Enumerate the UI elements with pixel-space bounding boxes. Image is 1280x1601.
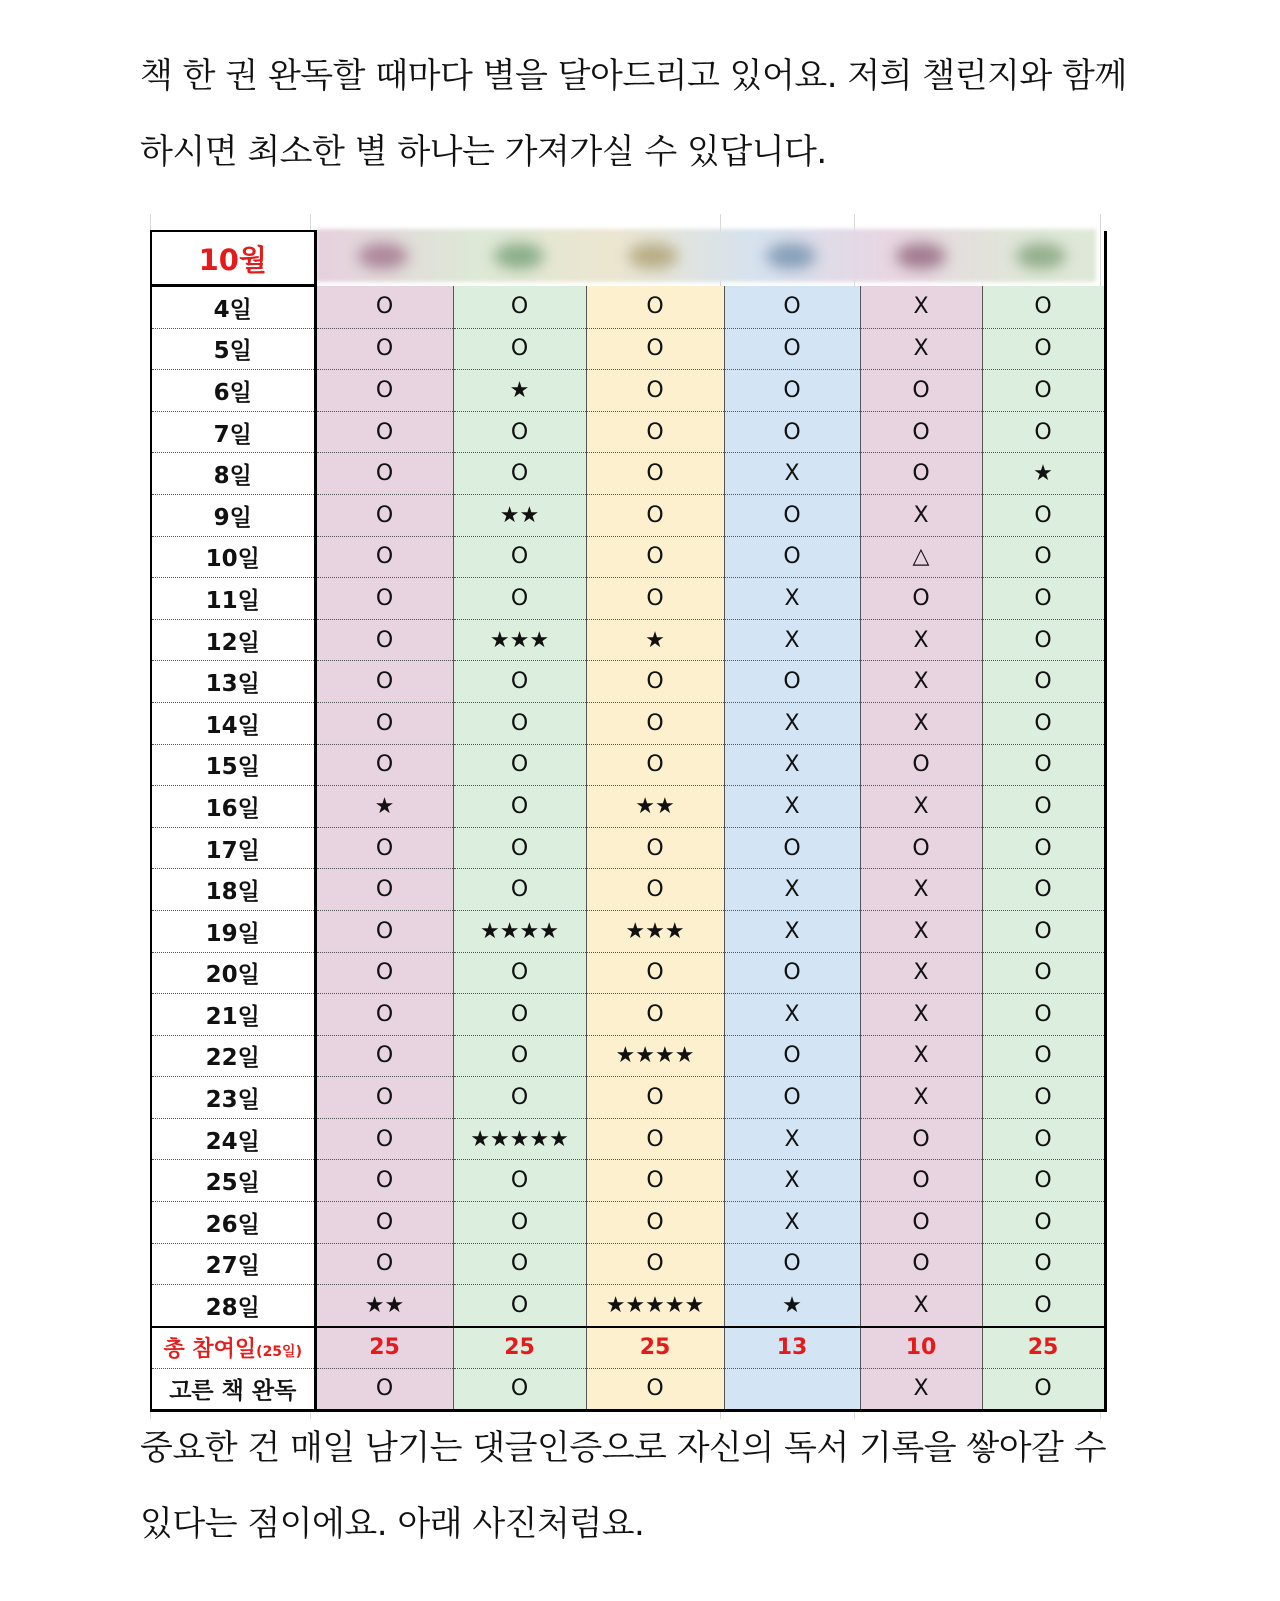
mark-cell: O <box>982 536 1105 578</box>
book-completed-mark: O <box>315 1368 453 1410</box>
mark-cell: O <box>315 1202 453 1244</box>
day-label: 9일 <box>151 494 315 536</box>
mark-cell: O <box>315 702 453 744</box>
mark-cell: O <box>860 411 982 453</box>
mark-cell: O <box>453 786 586 828</box>
day-row <box>151 370 1105 412</box>
mark-cell: O <box>860 1202 982 1244</box>
mark-cell: O <box>315 827 453 869</box>
mark-cell: ★★★ <box>586 910 724 952</box>
mark-cell: ★★★★★ <box>453 1118 586 1160</box>
mark-cell: ★★★★★ <box>586 1285 724 1327</box>
mark-cell: ★ <box>724 1285 860 1327</box>
day-label: 25일 <box>151 1160 315 1202</box>
mark-cell: O <box>860 578 982 620</box>
mark-cell: O <box>724 1077 860 1119</box>
mark-cell: O <box>586 1160 724 1202</box>
day-row <box>151 1285 1105 1327</box>
mark-cell: O <box>586 328 724 370</box>
day-label: 11일 <box>151 578 315 620</box>
mark-cell: O <box>724 661 860 703</box>
mark-cell: O <box>982 910 1105 952</box>
mark-cell: X <box>860 1077 982 1119</box>
mark-cell: O <box>724 494 860 536</box>
mark-cell: O <box>453 869 586 911</box>
mark-cell: O <box>315 661 453 703</box>
day-row <box>151 578 1105 620</box>
mark-cell: O <box>315 952 453 994</box>
mark-cell: O <box>586 1202 724 1244</box>
mark-cell: O <box>982 869 1105 911</box>
mark-cell: O <box>453 1035 586 1077</box>
mark-cell: O <box>315 536 453 578</box>
mark-cell: O <box>315 370 453 412</box>
mark-cell: O <box>724 411 860 453</box>
mark-cell: O <box>586 536 724 578</box>
mark-cell: X <box>860 952 982 994</box>
total-value: 10 <box>860 1327 982 1369</box>
day-label: 26일 <box>151 1202 315 1244</box>
mark-cell: X <box>860 786 982 828</box>
mark-cell: ★★ <box>315 1285 453 1327</box>
day-row <box>151 494 1105 536</box>
mark-cell: O <box>453 827 586 869</box>
mark-cell: O <box>315 578 453 620</box>
mark-cell: O <box>453 1243 586 1285</box>
day-label: 4일 <box>151 286 315 329</box>
total-value: 13 <box>724 1327 860 1369</box>
mark-cell: O <box>982 1118 1105 1160</box>
mark-cell: O <box>724 286 860 329</box>
mark-cell: O <box>586 411 724 453</box>
book-completed-mark: O <box>586 1368 724 1410</box>
mark-cell: O <box>724 1035 860 1077</box>
mark-cell: O <box>724 370 860 412</box>
day-row <box>151 286 1105 329</box>
mark-cell: O <box>315 994 453 1036</box>
mark-cell: O <box>586 494 724 536</box>
day-row <box>151 1160 1105 1202</box>
mark-cell: O <box>860 744 982 786</box>
mark-cell: X <box>860 702 982 744</box>
total-value: 25 <box>982 1327 1105 1369</box>
mark-cell: X <box>724 1118 860 1160</box>
day-label: 24일 <box>151 1118 315 1160</box>
day-row <box>151 910 1105 952</box>
mark-cell: X <box>860 328 982 370</box>
mark-cell: ★ <box>453 370 586 412</box>
day-label: 21일 <box>151 994 315 1036</box>
mark-cell: X <box>860 619 982 661</box>
mark-cell: O <box>315 494 453 536</box>
mark-cell: ★★ <box>453 494 586 536</box>
day-row <box>151 744 1105 786</box>
mark-cell: X <box>860 494 982 536</box>
member-name-3 <box>586 231 724 286</box>
mark-cell: O <box>860 453 982 495</box>
mark-cell: O <box>315 1243 453 1285</box>
mark-cell: △ <box>860 536 982 578</box>
mark-cell: ★★★★ <box>453 910 586 952</box>
day-row <box>151 702 1105 744</box>
mark-cell: O <box>453 286 586 329</box>
mark-cell: O <box>982 952 1105 994</box>
mark-cell: X <box>860 286 982 329</box>
mark-cell: X <box>724 453 860 495</box>
book-completed-mark: O <box>453 1368 586 1410</box>
day-row <box>151 1077 1105 1119</box>
book-completed-label: 고른 책 완독 <box>151 1368 315 1410</box>
mark-cell: ★★★ <box>453 619 586 661</box>
mark-cell: O <box>453 1285 586 1327</box>
mark-cell: O <box>453 744 586 786</box>
mark-cell: O <box>586 869 724 911</box>
mark-cell: O <box>586 286 724 329</box>
day-label: 13일 <box>151 661 315 703</box>
day-row <box>151 952 1105 994</box>
day-label: 23일 <box>151 1077 315 1119</box>
mark-cell: O <box>982 1035 1105 1077</box>
mark-cell: O <box>315 1118 453 1160</box>
member-name-1 <box>315 231 453 286</box>
mark-cell: O <box>315 1077 453 1119</box>
mark-cell: O <box>982 494 1105 536</box>
day-label: 18일 <box>151 869 315 911</box>
mark-cell: O <box>860 1118 982 1160</box>
mark-cell: O <box>982 994 1105 1036</box>
mark-cell: O <box>982 744 1105 786</box>
mark-cell: O <box>586 994 724 1036</box>
day-row <box>151 827 1105 869</box>
day-row <box>151 994 1105 1036</box>
mark-cell: O <box>860 370 982 412</box>
outro-paragraph: 중요한 건 매일 남기는 댓글인증으로 자신의 독서 기록을 쌓아갈 수 있다는 점이에요. 아래 사진처럼요. <box>140 1428 1107 1544</box>
mark-cell: X <box>724 702 860 744</box>
day-row <box>151 869 1105 911</box>
mark-cell: O <box>453 453 586 495</box>
mark-cell: X <box>860 1285 982 1327</box>
total-value: 25 <box>453 1327 586 1369</box>
mark-cell: O <box>453 328 586 370</box>
mark-cell: X <box>724 994 860 1036</box>
mark-cell: X <box>724 786 860 828</box>
day-label: 12일 <box>151 619 315 661</box>
day-label: 15일 <box>151 744 315 786</box>
mark-cell: O <box>315 1035 453 1077</box>
mark-cell: O <box>453 1160 586 1202</box>
mark-cell: O <box>982 619 1105 661</box>
book-completed-mark <box>724 1368 860 1410</box>
mark-cell: O <box>315 411 453 453</box>
total-value: 25 <box>586 1327 724 1369</box>
mark-cell: X <box>724 910 860 952</box>
day-row <box>151 1243 1105 1285</box>
day-label: 20일 <box>151 952 315 994</box>
mark-cell: X <box>860 661 982 703</box>
mark-cell: O <box>860 1160 982 1202</box>
day-row <box>151 619 1105 661</box>
mark-cell: O <box>315 910 453 952</box>
mark-cell: O <box>982 1285 1105 1327</box>
mark-cell: X <box>724 869 860 911</box>
mark-cell: O <box>453 1202 586 1244</box>
mark-cell: O <box>724 827 860 869</box>
day-row <box>151 453 1105 495</box>
day-label: 7일 <box>151 411 315 453</box>
intro-paragraph: 책 한 권 완독할 때마다 별을 달아드리고 있어요. 저희 챌린지와 함께 하시면 최소한 별 하나는 가져가실 수 있답니다. <box>140 56 1127 172</box>
mark-cell: O <box>315 869 453 911</box>
day-label: 16일 <box>151 786 315 828</box>
day-row <box>151 1118 1105 1160</box>
mark-cell: O <box>724 328 860 370</box>
mark-cell: O <box>982 1160 1105 1202</box>
mark-cell: O <box>586 661 724 703</box>
day-row <box>151 1202 1105 1244</box>
day-label: 17일 <box>151 827 315 869</box>
mark-cell: X <box>724 619 860 661</box>
book-completed-mark: X <box>860 1368 982 1410</box>
mark-cell: O <box>586 453 724 495</box>
mark-cell: O <box>453 1077 586 1119</box>
mark-cell: X <box>860 910 982 952</box>
mark-cell: X <box>860 1035 982 1077</box>
day-label: 8일 <box>151 453 315 495</box>
mark-cell: O <box>586 702 724 744</box>
mark-cell: O <box>982 702 1105 744</box>
mark-cell: O <box>315 619 453 661</box>
mark-cell: O <box>586 370 724 412</box>
member-name-6 <box>982 231 1105 286</box>
mark-cell: O <box>315 453 453 495</box>
mark-cell: O <box>453 952 586 994</box>
total-value: 25 <box>315 1327 453 1369</box>
month-label: 10월 <box>151 231 315 286</box>
mark-cell: O <box>982 661 1105 703</box>
member-name-5 <box>860 231 982 286</box>
mark-cell: O <box>982 786 1105 828</box>
mark-cell: O <box>586 1118 724 1160</box>
mark-cell: O <box>586 1077 724 1119</box>
mark-cell: O <box>453 411 586 453</box>
mark-cell: O <box>453 578 586 620</box>
mark-cell: O <box>586 744 724 786</box>
day-label: 22일 <box>151 1035 315 1077</box>
day-row <box>151 1035 1105 1077</box>
mark-cell: X <box>724 578 860 620</box>
mark-cell: O <box>453 536 586 578</box>
total-days-label-text: 총 참여일 <box>163 1337 257 1363</box>
day-label: 27일 <box>151 1243 315 1285</box>
mark-cell: ★ <box>586 619 724 661</box>
day-label: 5일 <box>151 328 315 370</box>
mark-cell: O <box>724 952 860 994</box>
mark-cell: O <box>982 1202 1105 1244</box>
challenge-table-image <box>140 214 1130 1419</box>
total-days-sub: (25일) <box>256 1344 302 1361</box>
mark-cell: ★ <box>315 786 453 828</box>
mark-cell: O <box>982 1243 1105 1285</box>
mark-cell: X <box>724 1202 860 1244</box>
mark-cell: O <box>453 702 586 744</box>
reading-challenge-table <box>150 230 1107 1412</box>
mark-cell: X <box>860 994 982 1036</box>
mark-cell: O <box>982 827 1105 869</box>
mark-cell: O <box>315 1160 453 1202</box>
mark-cell: ★ <box>982 453 1105 495</box>
mark-cell: O <box>982 411 1105 453</box>
day-row <box>151 536 1105 578</box>
day-label: 19일 <box>151 910 315 952</box>
day-label: 6일 <box>151 370 315 412</box>
day-row <box>151 661 1105 703</box>
mark-cell: O <box>724 1243 860 1285</box>
mark-cell: O <box>860 1243 982 1285</box>
total-row <box>151 1327 1105 1369</box>
mark-cell: O <box>586 827 724 869</box>
book-completed-mark: O <box>982 1368 1105 1410</box>
total-days-label <box>151 1327 315 1369</box>
mark-cell: O <box>315 286 453 329</box>
book-completed-row <box>151 1368 1105 1410</box>
header-row <box>151 231 1105 286</box>
day-row <box>151 786 1105 828</box>
day-label: 28일 <box>151 1285 315 1327</box>
mark-cell: O <box>315 328 453 370</box>
day-label: 14일 <box>151 702 315 744</box>
member-name-4 <box>724 231 860 286</box>
mark-cell: O <box>982 328 1105 370</box>
mark-cell: X <box>724 1160 860 1202</box>
mark-cell: O <box>982 1077 1105 1119</box>
mark-cell: O <box>453 994 586 1036</box>
mark-cell: O <box>982 286 1105 329</box>
mark-cell: X <box>724 744 860 786</box>
day-label: 10일 <box>151 536 315 578</box>
mark-cell: O <box>982 578 1105 620</box>
mark-cell: O <box>586 952 724 994</box>
mark-cell: O <box>586 578 724 620</box>
mark-cell: O <box>315 744 453 786</box>
day-row <box>151 328 1105 370</box>
mark-cell: O <box>860 827 982 869</box>
mark-cell: O <box>586 1243 724 1285</box>
mark-cell: ★★★★ <box>586 1035 724 1077</box>
mark-cell: X <box>860 869 982 911</box>
mark-cell: ★★ <box>586 786 724 828</box>
day-row <box>151 411 1105 453</box>
mark-cell: O <box>982 370 1105 412</box>
member-name-2 <box>453 231 586 286</box>
mark-cell: O <box>724 536 860 578</box>
mark-cell: O <box>453 661 586 703</box>
